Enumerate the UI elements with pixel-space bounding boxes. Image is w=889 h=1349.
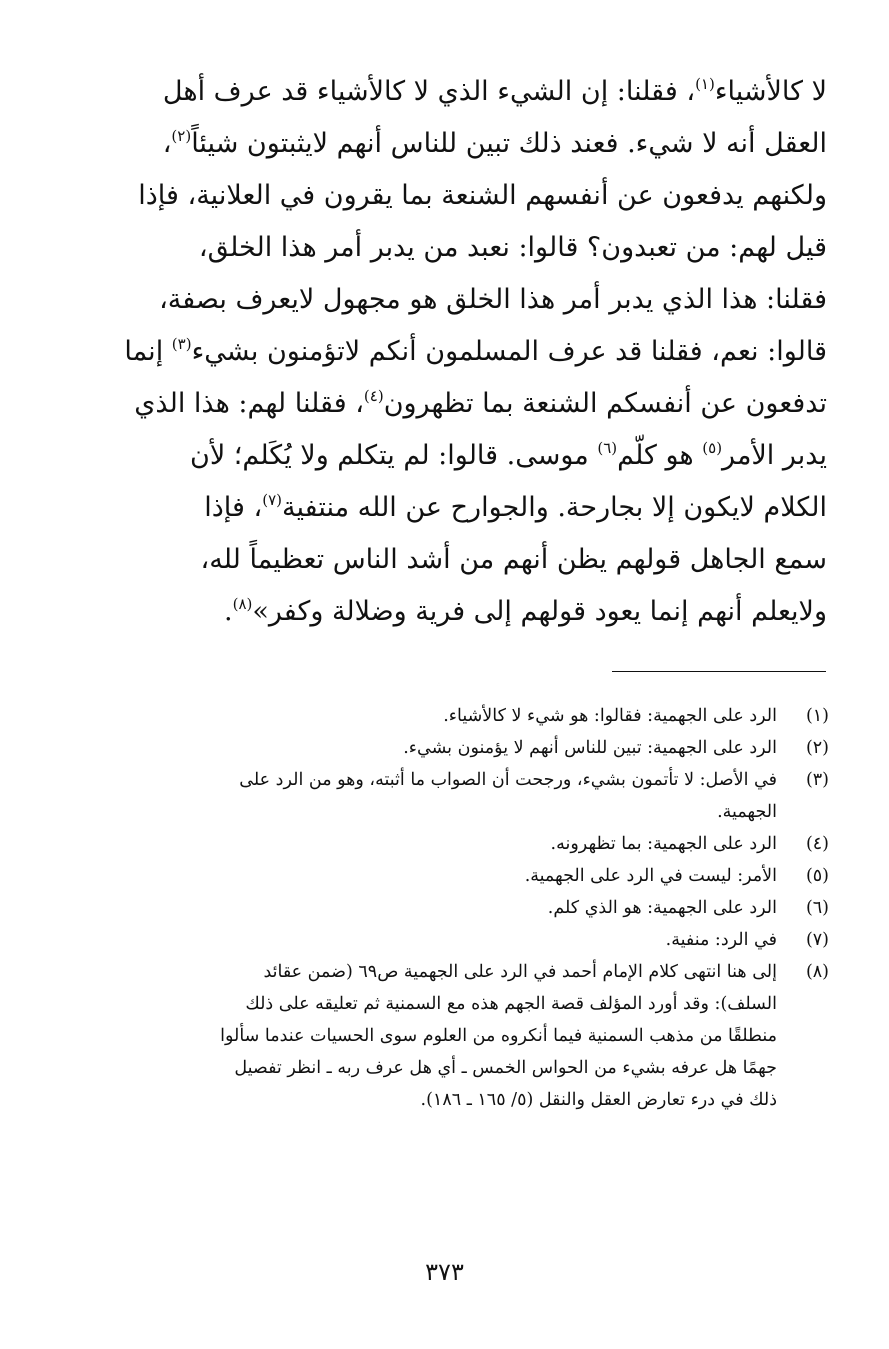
footnote-text: الرد على الجهمية: بما تظهرونه. (550, 834, 777, 854)
footnote-text: في الأصل: لا تأتمون بشيء، ورجحت أن الصواب ما أثبته، وهو من الرد على الجهمية. (239, 770, 777, 822)
footnote-divider (612, 671, 826, 672)
footnotes (150, 700, 829, 1116)
footnote-ref[interactable]: (٦) (597, 439, 618, 457)
footnote-ref[interactable]: (٥) (702, 439, 723, 457)
footnote-item (150, 828, 829, 860)
text-line: تدفعون عن أنفسكم الشنعة بما تظهرون$^{(٤)}$، فقلنا لهم: هذا الذي (134, 387, 827, 419)
text-line: قيل لهم: من تعبدون؟ قالوا: نعبد من يدبر أمر هذا الخلق، (198, 232, 827, 263)
footnote-number: (٦) (805, 898, 829, 918)
text-line: لا كالأشياء$^{(١)}$، فقلنا: إن الشيء الذي لا كالأشياء قد عرف أهل (162, 75, 827, 107)
footnote-ref[interactable]: (٢) (171, 127, 192, 145)
footnote-item (150, 956, 829, 1116)
footnote-text: الأمر: ليست في الرد على الجهمية. (524, 866, 777, 886)
footnote-ref[interactable]: (٤) (363, 387, 384, 405)
footnote-text: إلى هنا انتهى كلام الإمام أحمد في الرد على الجهمية ص٦٩ (ضمن عقائد السلف): وقد أورد المؤلف قصة الجهم هذه مع السمنية ثم تعليقه على ذلك منطلقًا من مذهب السمنية فيما أنكروه من العلوم سوى الحسيات عندما سألوا جهمًا هل عرفه بشيء من الحواس الخمس ـ أي هل عرف ربه ـ انظر تفصيل ذلك في درء تعارض العقل والنقل (٥/ ١٦٥ ـ ١٨٦). (220, 962, 777, 1110)
main-text (124, 66, 827, 638)
footnote-text: الرد على الجهمية: فقالوا: هو شيء لا كالأشياء. (443, 706, 777, 726)
footnote-ref[interactable]: (٨) (232, 595, 253, 613)
footnote-item (150, 860, 829, 892)
text-line: العقل أنه لا شيء. فعند ذلك تبين للناس أنهم لايثبتون شيئاً$^{(٢)}$، (162, 127, 827, 159)
page-number: ٣٧٣ (425, 1258, 464, 1286)
footnote-item (150, 732, 829, 764)
footnote-text: في الرد: منفية. (665, 930, 777, 950)
footnote-ref[interactable]: (٧) (262, 491, 283, 509)
text-line: ولكنهم يدفعون عن أنفسهم الشنعة بما يقرون في العلانية، فإذا (138, 180, 827, 211)
footnote-number: (٧) (805, 930, 829, 950)
text-line: قالوا: نعم، فقلنا قد عرف المسلمون أنكم لاتؤمنون بشيء$^{(٣)}$ إنما (124, 335, 827, 367)
footnote-ref[interactable]: (١) (695, 75, 715, 93)
footnote-item (150, 700, 829, 732)
footnote-number: (٢) (805, 738, 829, 758)
footnote-item (150, 764, 829, 828)
footnote-text: الرد على الجهمية: تبين للناس أنهم لا يؤمنون بشيء. (403, 738, 777, 758)
text-line: فقلنا: هذا الذي يدبر أمر هذا الخلق هو مجهول لايعرف بصفة، (159, 284, 827, 315)
text-line: الكلام لايكون إلا بجارحة. والجوارح عن الله منتفية$^{(٧)}$، فإذا (204, 491, 827, 523)
footnote-number: (٣) (805, 770, 829, 790)
footnote-ref[interactable]: (٣) (171, 335, 192, 353)
footnote-item (150, 924, 829, 956)
footnote-number: (١) (805, 706, 829, 726)
footnote-item (150, 892, 829, 924)
text-line: يدبر الأمر$^{(٥)}$ هو كلّم$^{(٦)}$ موسى. قالوا: لم يتكلم ولا يُكَلم؛ لأن (189, 439, 827, 471)
text-line: سمع الجاهل قولهم يظن أنهم من أشد الناس تعظيماً لله، (200, 544, 827, 575)
footnote-number: (٨) (805, 962, 829, 982)
footnote-number: (٤) (805, 834, 829, 854)
footnote-number: (٥) (805, 866, 829, 886)
footnote-text: الرد على الجهمية: هو الذي كلم. (547, 898, 777, 918)
text-line: ولايعلم أنهم إنما يعود قولهم إلى فرية وضلالة وكفر»$^{(٨)}$. (224, 595, 827, 627)
